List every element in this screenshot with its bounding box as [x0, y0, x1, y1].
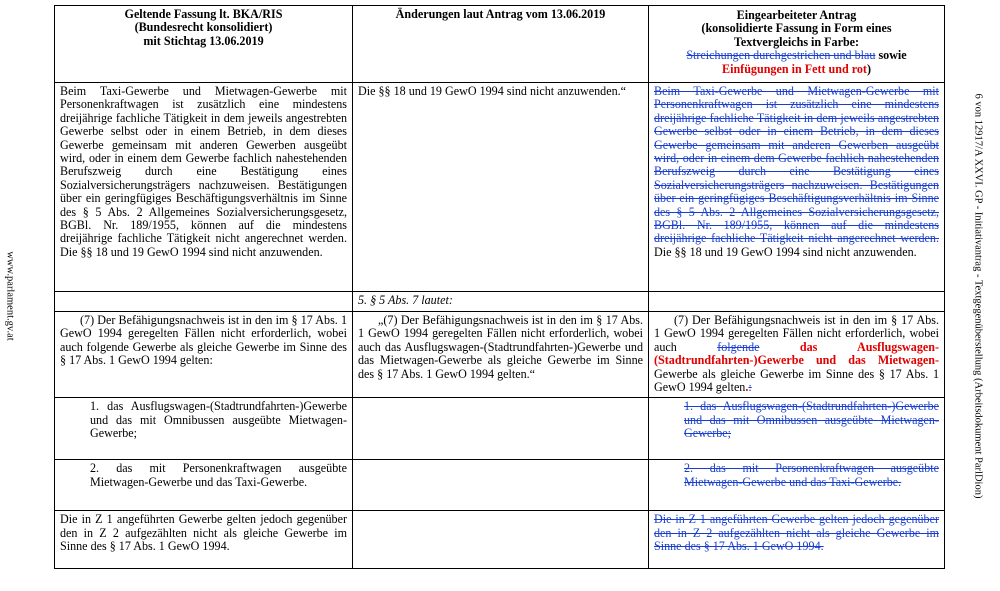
- merged-text: (7) Der Befähigungsnachweis ist in den im § 17 Abs. 1 GewO 1994 geregelten Fällen nicht erforderlich, wobei auch: [654, 313, 939, 354]
- cell-current: Die in Z 1 angeführten Gewerbe gelten jedoch gegenüber den in Z 2 aufgezählten nicht als gleiche Gewerbe im Sinne des § 17 Abs. 1 GewO 1994.: [55, 511, 353, 569]
- cell-change: [353, 511, 649, 569]
- right-margin-header: [958, 0, 998, 591]
- cell-current: Beim Taxi-Gewerbe und Mietwagen-Gewerbe mit Personenkraftwagen ist zusätzlich eine mindestens dreijährige fachliche Tätigkeit in dem jeweils angestrebten Gewerbe selbst oder in einem Betrieb, in dem dieses Gewerbe gemeinsam mit anderen Gewerben ausgeübt wird, oder in einem dem Gewerbe fachlich nahestehenden Berufszweig durch eine Bestätigung eines Sozialversicherungsträgers nachzuweisen. Bestätigungen über ein geringfügiges Beschäftigungsverhältnis im Sinne des § 5 Abs. 2 Allgemeines Sozialversicherungsgesetz, BGBl. Nr. 189/1955, können auf die mindestens dreijährige fachliche Tätigkeit nicht angerechnet werden. Die §§ 18 und 19 GewO 1994 sind nicht anzuwenden.: [55, 83, 353, 292]
- table-row: [55, 292, 945, 312]
- cell-change: [353, 398, 649, 460]
- legend-close: ): [866, 61, 871, 76]
- table-row: [55, 83, 945, 292]
- cell-merged: [649, 312, 945, 398]
- cell-current: 1. das Ausflugswagen-(Stadtrundfahrten-)Gewerbe und das mit Omnibussen ausgeübte Mietwagen-Gewerbe;: [55, 398, 353, 460]
- legend-and: sowie: [878, 48, 907, 63]
- table-row: [55, 312, 945, 398]
- header-col3-legend2: [654, 63, 939, 76]
- inserted-text: Gewerbe als gleiche Gewerbe im Sinne des § 17 Abs. 1 GewO 1994 gelten: [654, 366, 939, 395]
- header-col3-legend: [654, 49, 939, 62]
- table-row: [55, 460, 945, 511]
- left-margin-url: [3, 0, 17, 591]
- header-col1-line1: Geltende Fassung lt. BKA/RIS: [124, 7, 283, 21]
- table-row: [55, 398, 945, 460]
- header-row: [55, 6, 945, 83]
- merged-text: Die §§ 18 und 19 GewO 1994 sind nicht anzuwenden.: [654, 244, 917, 259]
- header-col3-line2: (konsolidierte Fassung in Form eines: [701, 21, 892, 36]
- header-incorporated: [649, 6, 945, 83]
- deleted-text: Beim Taxi-Gewerbe und Mietwagen-Gewerbe mit Personenkraftwagen ist zusätzlich eine mindestens dreijährige fachliche Tätigkeit in dem jeweils angestrebten Gewerbe selbst oder in einem Betrieb, in dem dieses Gewerbe gemeinsam mit anderen Gewerben ausgeübt wird, oder in einem dem Gewerbe fachlich nahestehenden Berufszweig durch eine Bestätigung eines Sozialversicherungsträgers nachzuweisen. Bestätigungen über ein geringfügiges Beschäftigungsverhältnis im Sinne des § 5 Abs. 2 Allgemeines Sozialversicherungsgesetz, BGBl. Nr. 189/1955, können auf die mindestens dreijährige fachliche Tätigkeit nicht angerechnet werden.: [654, 84, 939, 246]
- header-changes: Änderungen laut Antrag vom 13.06.2019: [353, 6, 649, 83]
- cell-change: Die §§ 18 und 19 GewO 1994 sind nicht anzuwenden.“: [353, 83, 649, 292]
- inserted-text: das Ausflugswagen-(Stadtrundfahrten-)Gewerbe und das Mietwagen-: [654, 339, 939, 368]
- legend-inserted: Einfügungen in Fett und rot: [722, 61, 867, 76]
- cell-current: 2. das mit Personenkraftwagen ausgeübte Mietwagen-Gewerbe und das Taxi-Gewerbe.: [55, 460, 353, 511]
- cell-merged: [649, 511, 945, 569]
- deleted-text: folgende: [717, 339, 760, 354]
- legend-deleted: Streichungen durchgestrichen und blau: [686, 48, 876, 63]
- side-url-text: www.parlament.gv.at: [4, 250, 16, 341]
- deleted-text: 2. das mit Personenkraftwagen ausgeübte Mietwagen-Gewerbe und das Taxi-Gewerbe.: [684, 461, 939, 489]
- side-header-text: 6 von 12917/A XXVI. GP - Initiativantrag - Textgegenüberstellung (Arbeitsdokument ParlDion): [972, 93, 984, 499]
- cell-current: (7) Der Befähigungsnachweis ist in den im § 17 Abs. 1 GewO 1994 geregelten Fällen nicht erforderlich, wobei auch folgende Gewerbe als gleiche Gewerbe im Sinne des § 17 Abs. 1 GewO 1994 gelten:: [55, 312, 353, 398]
- header-col3-line3: Textvergleichs in Farbe:: [733, 34, 860, 49]
- deleted-text: Die in Z 1 angeführten Gewerbe gelten jedoch gegenüber den in Z 2 aufgezählten nicht als gleiche Gewerbe im Sinne des § 17 Abs. 1 GewO 1994.: [654, 512, 939, 554]
- cell-merged: [649, 83, 945, 292]
- deleted-colon: :: [748, 380, 752, 395]
- table-row: [55, 511, 945, 569]
- comparison-table: [54, 5, 945, 569]
- cell-change: [353, 460, 649, 511]
- cell-merged: [649, 460, 945, 511]
- cell-change: „(7) Der Befähigungsnachweis ist in den im § 17 Abs. 1 GewO 1994 geregelten Fällen nicht erforderlich, wobei auch das Ausflugswagen-(Stadtrundfahrten-)Gewerbe und das Mietwagen-Gewerbe als gleiche Gewerbe im Sinne des § 17 Abs. 1 GewO 1994 gelten.“: [353, 312, 649, 398]
- header-col3-line1: Eingearbeiteter Antrag: [736, 8, 857, 22]
- cell-merged: [649, 398, 945, 460]
- cell-current: [55, 292, 353, 312]
- deleted-text: 1. das Ausflugswagen-(Stadtrundfahrten-)Gewerbe und das mit Omnibussen ausgeübte Mietwagen-Gewerbe;: [684, 399, 939, 441]
- cell-merged: [649, 292, 945, 312]
- header-current-version: [55, 6, 353, 83]
- header-col1-line2: (Bundesrecht konsolidiert): [134, 20, 273, 35]
- section-heading: 5. § 5 Abs. 7 lautet:: [353, 292, 649, 312]
- inserted-period: .: [745, 380, 749, 395]
- header-col1-line3: mit Stichtag 13.06.2019: [143, 33, 264, 48]
